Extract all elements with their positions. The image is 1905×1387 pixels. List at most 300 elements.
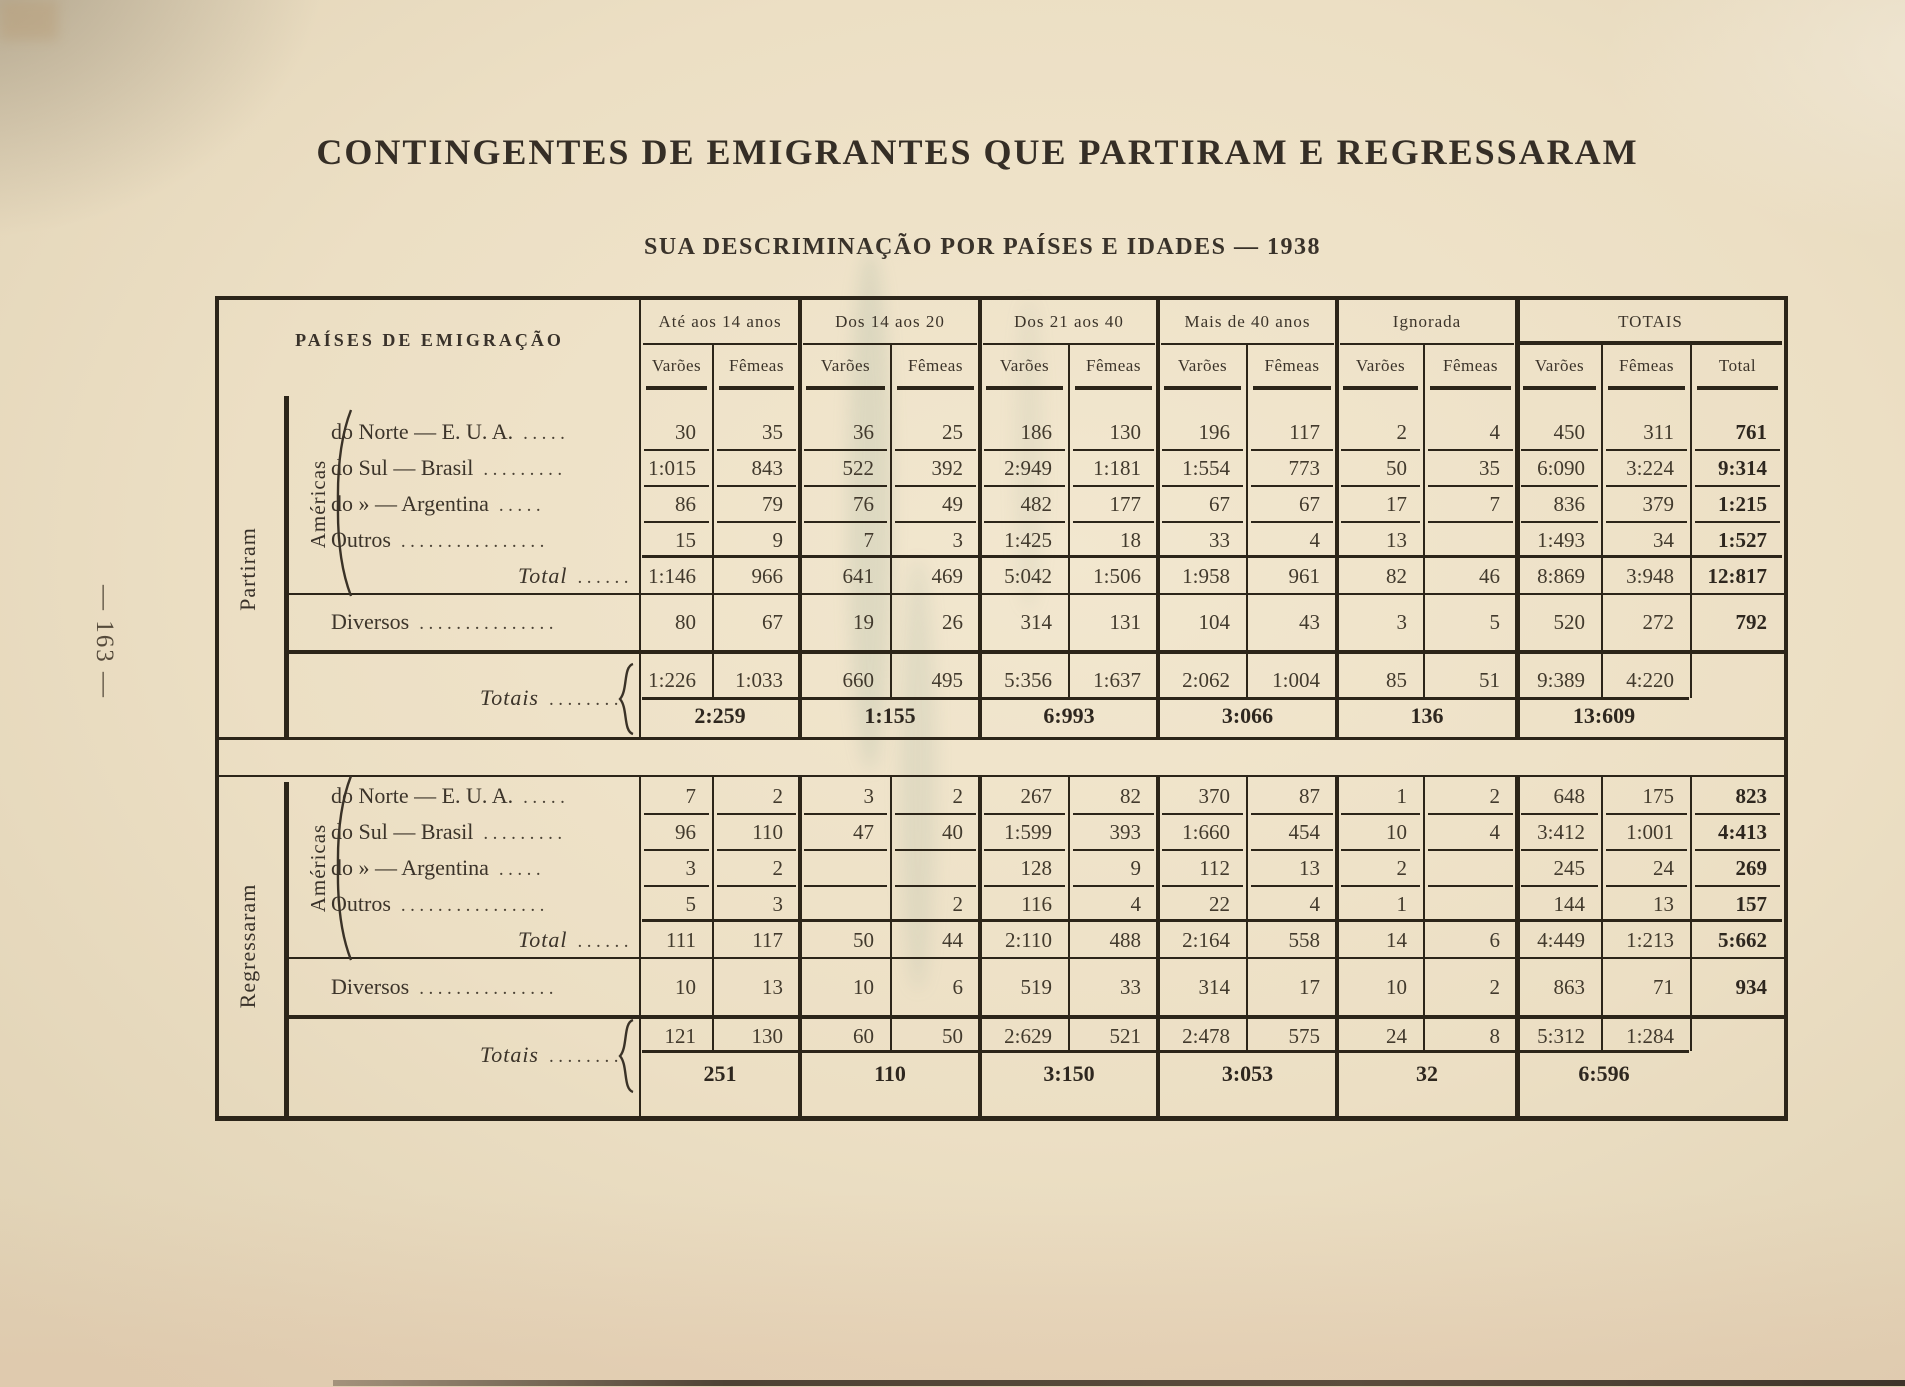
table-cell: 50 (1386, 456, 1407, 480)
row-rule (1162, 449, 1243, 451)
sex-header: Fêmeas (1443, 356, 1498, 375)
row-rule (984, 485, 1065, 487)
table-cell: 1:554 (1182, 456, 1230, 480)
row-rule (1073, 449, 1154, 451)
row-rule (1521, 521, 1598, 523)
table-cell: 5 (685, 892, 696, 916)
leader-dots: ...... (577, 931, 633, 952)
table-cell: 4 (1130, 892, 1141, 916)
table-cell: 87 (1299, 784, 1320, 808)
total-top-rule (982, 555, 1156, 558)
leader-dots: ..... (498, 495, 546, 516)
corner-header: PAÍSES DE EMIGRAÇÃO (295, 330, 564, 350)
table-cell: 117 (1289, 420, 1320, 444)
table-cell: 34 (1653, 528, 1674, 552)
table-cell: 269 (1735, 856, 1767, 880)
total-bottom-rule (286, 593, 1784, 595)
total-top-rule (802, 919, 978, 922)
row-label (331, 608, 637, 636)
row-rule (1695, 521, 1780, 523)
table-cell: 117 (752, 928, 783, 952)
table-cell: 1:226 (648, 668, 696, 692)
table-cell: 8 (1489, 1024, 1500, 1048)
leader-dots: ............... (419, 613, 558, 634)
row-rule (1521, 813, 1598, 815)
row-rule (1251, 485, 1333, 487)
row-rule (1073, 849, 1154, 851)
row-rule (1606, 885, 1687, 887)
table-cell: 1:660 (1182, 820, 1230, 844)
table-cell: 4:220 (1626, 668, 1674, 692)
row-rule (1606, 449, 1687, 451)
table-cell: 44 (942, 928, 963, 952)
row-rule (895, 449, 976, 451)
table-cell: 1:637 (1093, 668, 1141, 692)
table-cell: 2 (1396, 420, 1407, 444)
merged-total-cell: 110 (874, 1061, 906, 1086)
table-cell: 51 (1479, 668, 1500, 692)
table-cell: 49 (942, 492, 963, 516)
table-cell: 111 (666, 928, 696, 952)
region-brace (333, 774, 355, 962)
merged-total-cell: 6:596 (1578, 1061, 1630, 1086)
table-cell: 3 (952, 528, 963, 552)
table-cell: 482 (1020, 492, 1052, 516)
leader-dots: ......... (483, 459, 567, 480)
total-top-rule (1339, 555, 1515, 558)
age-group-header: Dos 14 aos 20 (835, 312, 945, 331)
row-label (331, 418, 637, 446)
table-cell: 2:062 (1182, 668, 1230, 692)
table-cell: 3:948 (1626, 564, 1674, 588)
table-cell: 934 (1735, 975, 1767, 999)
table-cell: 6:090 (1537, 456, 1585, 480)
row-rule (1428, 521, 1513, 523)
header-bottom-rule (1343, 386, 1418, 390)
table-cell: 112 (1199, 856, 1230, 880)
table-cell: 7 (863, 528, 874, 552)
table-cell: 469 (931, 564, 963, 588)
row-label (331, 490, 637, 518)
sub-divider (1601, 344, 1603, 698)
total-top-rule (1160, 919, 1335, 922)
row-rule (1428, 885, 1513, 887)
diversos-bottom-rule (286, 1015, 1784, 1019)
row-rule (895, 813, 976, 815)
row-label-text: do Sul — Brasil (331, 455, 474, 480)
table-cell: 370 (1198, 784, 1230, 808)
table-cell: 175 (1642, 784, 1674, 808)
scan-bottom-edge (333, 1380, 1905, 1386)
row-label-text: Diversos (331, 974, 410, 999)
sex-header: Fêmeas (729, 356, 784, 375)
sub-divider (1246, 344, 1248, 698)
row-label (331, 562, 637, 590)
header-bottom-rule (897, 386, 974, 390)
table-cell: 22 (1209, 892, 1230, 916)
sex-header: Fêmeas (908, 356, 963, 375)
table-cell: 9 (772, 528, 783, 552)
table-cell: 7 (685, 784, 696, 808)
header-bottom-rule (1430, 386, 1511, 390)
page-subtitle: SUA DESCRIMINAÇÃO POR PAÍSES E IDADES — 1938 (644, 234, 1321, 260)
table-cell: 4 (1309, 528, 1320, 552)
table-cell: 773 (1288, 456, 1320, 480)
table-cell: 1:015 (648, 456, 696, 480)
table-cell: 641 (842, 564, 874, 588)
table-cell: 966 (751, 564, 783, 588)
row-rule (1162, 813, 1243, 815)
row-label-text: Total (518, 927, 568, 952)
row-rule (895, 849, 976, 851)
age-group-header: Até aos 14 anos (658, 312, 782, 331)
row-rule (1251, 849, 1333, 851)
table-cell: 2 (952, 784, 963, 808)
row-rule (1521, 485, 1598, 487)
table-cell: 40 (942, 820, 963, 844)
table-cell: 1:004 (1272, 668, 1320, 692)
row-rule (1695, 449, 1780, 451)
sub-divider (1068, 344, 1070, 698)
row-label (331, 684, 637, 712)
sex-header: Varões (999, 356, 1050, 375)
table-cell: 519 (1020, 975, 1052, 999)
table-cell: 314 (1020, 610, 1052, 634)
row-label (331, 526, 637, 554)
row-rule (1162, 521, 1243, 523)
table-cell: 2 (1489, 975, 1500, 999)
table-cell: 2 (1489, 784, 1500, 808)
group-underline (643, 343, 797, 345)
table-cell: 85 (1386, 668, 1407, 692)
row-rule (984, 849, 1065, 851)
table-cell: 314 (1198, 975, 1230, 999)
table-cell: 3 (685, 856, 696, 880)
row-rule (1521, 449, 1598, 451)
table-cell: 1:958 (1182, 564, 1230, 588)
table-cell: 86 (675, 492, 696, 516)
table-cell: 1:527 (1718, 528, 1767, 552)
table-cell: 128 (1020, 856, 1052, 880)
group-underline (1340, 343, 1514, 345)
age-group-header: Dos 21 aos 40 (1014, 312, 1124, 331)
header-bottom-rule (1253, 386, 1331, 390)
row-label (331, 854, 637, 882)
row-rule (1521, 849, 1598, 851)
totals-mid-rule (642, 697, 798, 700)
table-cell: 272 (1642, 610, 1674, 634)
row-rule (1606, 485, 1687, 487)
table-cell: 5:662 (1718, 928, 1767, 952)
table-cell: 116 (1021, 892, 1052, 916)
table-cell: 82 (1120, 784, 1141, 808)
row-rule (644, 521, 709, 523)
row-rule (1162, 485, 1243, 487)
table-cell: 5:356 (1004, 668, 1052, 692)
emigration-table (215, 296, 1788, 1121)
row-rule (644, 485, 709, 487)
totals-mid-rule (642, 1050, 798, 1053)
totals-mid-rule (1339, 697, 1515, 700)
table-cell: 6 (1489, 928, 1500, 952)
table-cell: 79 (762, 492, 783, 516)
table-cell: 96 (675, 820, 696, 844)
row-rule (717, 485, 796, 487)
table-cell: 10 (1386, 820, 1407, 844)
row-rule (804, 485, 887, 487)
row-rule (717, 849, 796, 851)
table-cell: 4 (1309, 892, 1320, 916)
total-top-rule (1519, 919, 1782, 922)
row-rule (1251, 449, 1333, 451)
table-cell: 5:042 (1004, 564, 1052, 588)
table-cell: 13 (1299, 856, 1320, 880)
table-cell: 1:181 (1093, 456, 1141, 480)
table-cell: 1:033 (735, 668, 783, 692)
row-rule (644, 885, 709, 887)
table-cell: 2:164 (1182, 928, 1230, 952)
merged-total-cell: 136 (1410, 703, 1444, 728)
row-rule (1162, 885, 1243, 887)
table-cell: 3:224 (1626, 456, 1674, 480)
table-cell: 47 (853, 820, 874, 844)
row-rule (1162, 849, 1243, 851)
row-rule (984, 449, 1065, 451)
row-rule (1428, 449, 1513, 451)
row-rule (717, 813, 796, 815)
table-cell: 50 (942, 1024, 963, 1048)
leader-dots: ..... (523, 423, 570, 444)
section-side-label: Regressaram (235, 883, 260, 1009)
table-cell: 10 (675, 975, 696, 999)
merged-total-cell: 2:259 (694, 703, 746, 728)
table-cell: 454 (1288, 820, 1320, 844)
row-rule (1606, 849, 1687, 851)
table-cell: 843 (751, 456, 783, 480)
table-cell: 792 (1735, 610, 1767, 634)
table-cell: 2:478 (1182, 1024, 1230, 1048)
section-side-bar (284, 396, 289, 738)
total-top-rule (1339, 919, 1515, 922)
header-bottom-rule (1075, 386, 1152, 390)
row-label (331, 818, 637, 846)
table-cell: 17 (1386, 492, 1407, 516)
table-cell: 25 (942, 420, 963, 444)
sub-divider (1690, 344, 1692, 698)
table-cell: 7 (1489, 492, 1500, 516)
row-rule (1695, 813, 1780, 815)
table-cell: 33 (1120, 975, 1141, 999)
table-cell: 67 (762, 610, 783, 634)
table-cell: 660 (842, 668, 874, 692)
row-label-text: Outros (331, 527, 391, 552)
leader-dots: ............... (419, 978, 558, 999)
table-cell: 13 (1386, 528, 1407, 552)
table-cell: 4:449 (1537, 928, 1585, 952)
row-rule (1341, 485, 1420, 487)
table-cell: 4:413 (1718, 820, 1767, 844)
table-cell: 2:629 (1004, 1024, 1052, 1048)
sub-divider (1423, 344, 1425, 698)
totals-mid-rule (1160, 697, 1335, 700)
totals-mid-rule (982, 1050, 1156, 1053)
table-cell: 495 (931, 668, 963, 692)
header-bottom-rule (806, 386, 885, 390)
row-label (331, 782, 637, 810)
table-cell: 131 (1109, 610, 1141, 634)
table-cell: 10 (1386, 975, 1407, 999)
table-cell: 30 (675, 420, 696, 444)
row-rule (1695, 885, 1780, 887)
total-top-rule (1519, 555, 1782, 558)
row-rule (804, 885, 887, 887)
table-cell: 186 (1020, 420, 1052, 444)
row-rule (1251, 521, 1333, 523)
row-rule (1606, 521, 1687, 523)
row-label-text: do Sul — Brasil (331, 819, 474, 844)
table-cell: 961 (1288, 564, 1320, 588)
table-cell: 3 (772, 892, 783, 916)
merged-total-cell: 251 (703, 1061, 737, 1086)
table-cell: 10 (853, 975, 874, 999)
totals-mid-rule (802, 1050, 978, 1053)
leader-dots: ................ (400, 895, 549, 916)
table-cell: 13 (762, 975, 783, 999)
row-label (331, 890, 637, 918)
row-label-text: do Norte — E. U. A. (331, 419, 514, 444)
table-cell: 2 (952, 892, 963, 916)
table-cell: 4 (1489, 820, 1500, 844)
table-cell: 196 (1198, 420, 1230, 444)
table-cell: 488 (1109, 928, 1141, 952)
leader-dots: ................ (400, 531, 549, 552)
table-cell: 1:425 (1004, 528, 1052, 552)
table-cell: 1:001 (1626, 820, 1674, 844)
sex-header: Fêmeas (1619, 356, 1674, 375)
header-bottom-rule (1608, 386, 1685, 390)
merged-total-cell: 3:053 (1221, 1061, 1274, 1086)
table-cell: 19 (853, 610, 874, 634)
total-top-rule (642, 919, 798, 922)
row-rule (1428, 485, 1513, 487)
row-rule (1695, 485, 1780, 487)
table-cell: 1:215 (1718, 492, 1767, 516)
table-cell: 13 (1653, 892, 1674, 916)
sex-header: Varões (651, 356, 702, 375)
table-cell: 1:493 (1537, 528, 1585, 552)
header-bottom-rule (719, 386, 794, 390)
row-rule (1521, 885, 1598, 887)
row-label (331, 926, 637, 954)
header-bottom-rule (646, 386, 707, 390)
table-cell: 67 (1299, 492, 1320, 516)
row-label (331, 1041, 637, 1069)
row-rule (895, 485, 976, 487)
sex-header: Varões (1177, 356, 1228, 375)
table-cell: 2 (1396, 856, 1407, 880)
table-cell: 76 (853, 492, 874, 516)
table-cell: 12:817 (1707, 564, 1767, 588)
table-cell: 5:312 (1537, 1024, 1585, 1048)
table-cell: 33 (1209, 528, 1230, 552)
row-rule (717, 885, 796, 887)
table-cell: 1:506 (1093, 564, 1141, 588)
table-cell: 2:949 (1004, 456, 1052, 480)
merged-total-cell: 6:993 (1043, 703, 1095, 728)
table-cell: 311 (1643, 420, 1674, 444)
row-rule (1606, 813, 1687, 815)
diversos-bottom-rule (286, 650, 1784, 654)
table-cell: 157 (1735, 892, 1767, 916)
table-cell: 1 (1396, 784, 1407, 808)
section-bottom-rule (219, 737, 1784, 740)
totals-mid-rule (982, 697, 1156, 700)
table-cell: 2:110 (1004, 928, 1052, 952)
sex-header: Varões (1355, 356, 1406, 375)
total-top-rule (1160, 555, 1335, 558)
row-rule (1341, 885, 1420, 887)
row-label-text: do Norte — E. U. A. (331, 783, 514, 808)
table-cell: 761 (1735, 420, 1767, 444)
table-cell: 3 (863, 784, 874, 808)
leader-dots: ........ (549, 689, 623, 710)
table-cell: 2 (772, 856, 783, 880)
table-cell: 4 (1489, 420, 1500, 444)
table-cell: 6 (952, 975, 963, 999)
table-cell: 104 (1198, 610, 1230, 634)
table-cell: 130 (1109, 420, 1141, 444)
total-top-rule (642, 555, 798, 558)
row-rule (1251, 813, 1333, 815)
page-title: CONTINGENTES DE EMIGRANTES QUE PARTIRAM E REGRESSARAM (316, 132, 1639, 172)
row-rule (644, 813, 709, 815)
table-cell: 36 (853, 420, 874, 444)
table-cell: 1:599 (1004, 820, 1052, 844)
row-rule (984, 885, 1065, 887)
sub-divider (890, 344, 892, 698)
age-group-header: Ignorada (1392, 312, 1462, 331)
row-rule (1073, 813, 1154, 815)
table-cell: 24 (1653, 856, 1674, 880)
region-label: Américas (306, 459, 330, 549)
table-cell: 46 (1479, 564, 1500, 588)
merged-total-cell: 3:066 (1221, 703, 1274, 728)
totals-brace (617, 662, 639, 736)
row-rule (1341, 849, 1420, 851)
row-rule (984, 813, 1065, 815)
table-cell: 121 (664, 1024, 696, 1048)
table-cell: 35 (1479, 456, 1500, 480)
row-label (331, 454, 637, 482)
sex-header: Varões (1534, 356, 1585, 375)
table-cell: 558 (1288, 928, 1320, 952)
totals-mid-rule (1519, 697, 1689, 700)
table-cell: 82 (1386, 564, 1407, 588)
table-cell: 520 (1553, 610, 1585, 634)
total-top-rule (982, 919, 1156, 922)
row-label-text: do » — Argentina (331, 491, 489, 516)
merged-total-cell: 32 (1416, 1061, 1438, 1086)
table-cell: 450 (1553, 420, 1585, 444)
row-label (331, 973, 637, 1001)
row-rule (1428, 813, 1513, 815)
row-rule (717, 449, 796, 451)
row-rule (1251, 885, 1333, 887)
table-cell: 9:314 (1718, 456, 1767, 480)
age-group-header: Mais de 40 anos (1184, 312, 1311, 331)
leader-dots: ........ (549, 1046, 623, 1067)
sub-divider (712, 344, 714, 698)
